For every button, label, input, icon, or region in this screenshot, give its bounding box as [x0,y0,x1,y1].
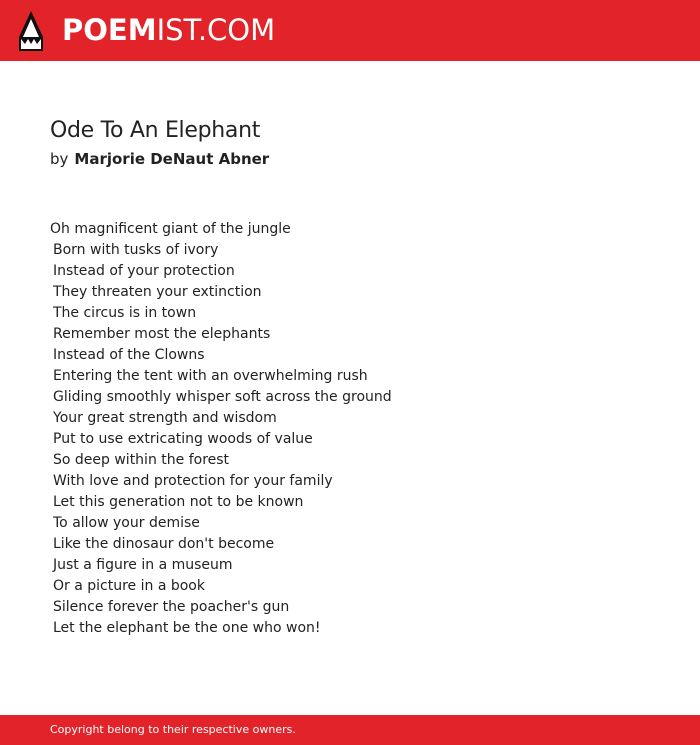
poem-line: Like the dinosaur don't become [53,536,275,552]
poem-title: Ode To An Elephant [50,118,261,143]
poem-line: They threaten your extinction [53,284,262,300]
poem-line: Instead of the Clowns [53,347,205,363]
poem-line: Entering the tent with an overwhelming rush [53,368,368,384]
poem-line: Remember most the elephants [53,326,271,342]
byline [50,149,269,169]
poem-line: Gliding smoothly whisper soft across the ground [53,389,392,405]
poem-line: Silence forever the poacher's gun [53,599,290,615]
poem-line: To allow your demise [53,515,200,531]
poem-line: Let the elephant be the one who won! [53,620,321,636]
site-header [0,0,700,61]
poem-line: Or a picture in a book [53,578,205,594]
poem-line: Your great strength and wisdom [53,410,277,426]
poem-body [50,219,392,639]
poem-line: So deep within the forest [53,452,230,468]
copyright-text: Copyright belong to their respective owners. [50,723,296,736]
poem-line: Put to use extricating woods of value [53,431,313,447]
poem-line: Let this generation not to be known [53,494,304,510]
author-name: Marjorie DeNaut Abner [74,150,270,168]
poem-line: Oh magnificent giant of the jungle [50,221,291,237]
poem-line: The circus is in town [53,305,197,321]
site-footer [0,715,700,745]
by-label: by [50,150,69,168]
pencil-icon[interactable] [18,11,44,51]
logo-light-text: IST.COM [156,13,276,47]
poem-line: With love and protection for your family [53,473,333,489]
site-logo[interactable] [62,12,275,48]
poem-line: Born with tusks of ivory [53,242,219,258]
poem-line: Just a figure in a museum [53,557,233,573]
poem-line: Instead of your protection [53,263,235,279]
logo-bold-text: POEM [62,13,157,47]
